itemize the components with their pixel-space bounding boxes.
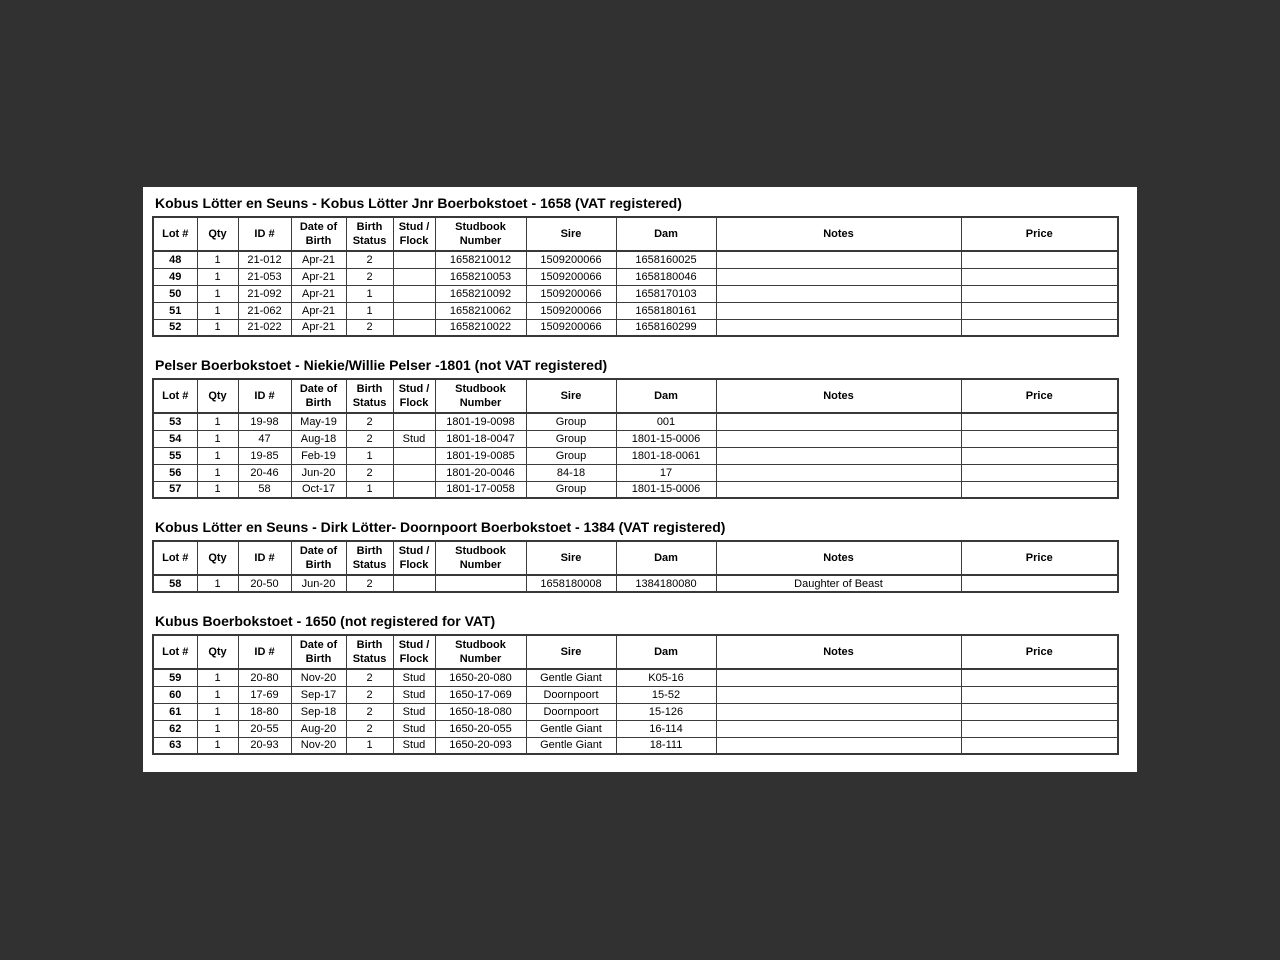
cell-stud-flock — [393, 413, 435, 430]
section-1650 — [152, 613, 1137, 755]
cell-studbook: 1801-17-0058 — [435, 481, 526, 498]
column-header-birth-status: Birth Status — [346, 379, 393, 413]
cell-birth-status: 2 — [346, 251, 393, 268]
cell-sire: 1509200066 — [526, 268, 616, 285]
cell-birth-status: 1 — [346, 737, 393, 754]
column-header-price: Price — [961, 379, 1118, 413]
cell-id: 47 — [238, 430, 291, 447]
cell-studbook: 1658210012 — [435, 251, 526, 268]
table-row — [153, 686, 1118, 703]
cell-studbook: 1658210053 — [435, 268, 526, 285]
section-title: Kobus Lötter en Seuns - Dirk Lötter- Doornpoort Boerbokstoet - 1384 (VAT registered) — [155, 519, 726, 535]
cell-price — [961, 575, 1118, 592]
cell-notes — [716, 447, 961, 464]
cell-sire: 1509200066 — [526, 251, 616, 268]
cell-stud-flock — [393, 447, 435, 464]
cell-qty: 1 — [197, 319, 238, 336]
cell-qty: 1 — [197, 703, 238, 720]
cell-price — [961, 686, 1118, 703]
cell-birth-status: 2 — [346, 575, 393, 592]
cell-id: 21-022 — [238, 319, 291, 336]
column-header-notes: Notes — [716, 541, 961, 575]
cell-dam: 15-52 — [616, 686, 716, 703]
cell-sire: Doornpoort — [526, 703, 616, 720]
cell-price — [961, 251, 1118, 268]
cell-dam: 1658180046 — [616, 268, 716, 285]
cell-birth-status: 2 — [346, 319, 393, 336]
column-header-sire: Sire — [526, 217, 616, 251]
cell-sire: 1658180008 — [526, 575, 616, 592]
cell-dam: 1658160025 — [616, 251, 716, 268]
cell-notes — [716, 268, 961, 285]
cell-id: 58 — [238, 481, 291, 498]
cell-studbook: 1658210092 — [435, 285, 526, 302]
table-row — [153, 669, 1118, 686]
cell-id: 21-053 — [238, 268, 291, 285]
cell-price — [961, 285, 1118, 302]
column-header-birth-status: Birth Status — [346, 217, 393, 251]
cell-birth-status: 2 — [346, 669, 393, 686]
column-header-dam: Dam — [616, 379, 716, 413]
column-header-sire: Sire — [526, 541, 616, 575]
cell-lot: 57 — [153, 481, 197, 498]
cell-dam: 001 — [616, 413, 716, 430]
table-row — [153, 464, 1118, 481]
column-header-studbook: Studbook Number — [435, 541, 526, 575]
cell-dob: Apr-21 — [291, 268, 346, 285]
table-row — [153, 575, 1118, 592]
cell-price — [961, 737, 1118, 754]
cell-notes: Daughter of Beast — [716, 575, 961, 592]
cell-dob: Jun-20 — [291, 575, 346, 592]
cell-lot: 53 — [153, 413, 197, 430]
cell-stud-flock — [393, 285, 435, 302]
cell-lot: 62 — [153, 720, 197, 737]
cell-lot: 63 — [153, 737, 197, 754]
table-row — [153, 319, 1118, 336]
cell-id: 18-80 — [238, 703, 291, 720]
column-header-lot: Lot # — [153, 217, 197, 251]
cell-notes — [716, 737, 961, 754]
cell-dob: Nov-20 — [291, 737, 346, 754]
cell-dam: 1801-18-0061 — [616, 447, 716, 464]
column-header-id: ID # — [238, 635, 291, 669]
cell-studbook: 1658210022 — [435, 319, 526, 336]
cell-dob: Apr-21 — [291, 285, 346, 302]
cell-birth-status: 2 — [346, 268, 393, 285]
cell-qty: 1 — [197, 268, 238, 285]
column-header-qty: Qty — [197, 379, 238, 413]
cell-notes — [716, 285, 961, 302]
cell-studbook: 1650-20-093 — [435, 737, 526, 754]
cell-stud-flock: Stud — [393, 669, 435, 686]
cell-lot: 48 — [153, 251, 197, 268]
cell-lot: 61 — [153, 703, 197, 720]
cell-id: 20-80 — [238, 669, 291, 686]
cell-studbook: 1650-20-080 — [435, 669, 526, 686]
column-header-stud-flock: Stud / Flock — [393, 217, 435, 251]
cell-birth-status: 1 — [346, 481, 393, 498]
cell-sire: 1509200066 — [526, 285, 616, 302]
cell-sire: Group — [526, 447, 616, 464]
cell-price — [961, 464, 1118, 481]
cell-dob: Oct-17 — [291, 481, 346, 498]
cell-price — [961, 268, 1118, 285]
table-row — [153, 430, 1118, 447]
column-header-dam: Dam — [616, 217, 716, 251]
column-header-stud-flock: Stud / Flock — [393, 541, 435, 575]
lot-table-1650 — [152, 634, 1119, 755]
lot-table-1801 — [152, 378, 1119, 499]
cell-stud-flock — [393, 481, 435, 498]
column-header-stud-flock: Stud / Flock — [393, 379, 435, 413]
cell-id: 19-98 — [238, 413, 291, 430]
table-row — [153, 720, 1118, 737]
cell-sire: Gentle Giant — [526, 720, 616, 737]
cell-notes — [716, 669, 961, 686]
cell-qty: 1 — [197, 251, 238, 268]
cell-dam: 1801-15-0006 — [616, 481, 716, 498]
cell-price — [961, 669, 1118, 686]
column-header-dam: Dam — [616, 541, 716, 575]
cell-qty: 1 — [197, 737, 238, 754]
cell-dam: 16-114 — [616, 720, 716, 737]
column-header-id: ID # — [238, 217, 291, 251]
cell-qty: 1 — [197, 285, 238, 302]
header-row — [153, 635, 1118, 669]
column-header-dob: Date of Birth — [291, 217, 346, 251]
cell-sire: Doornpoort — [526, 686, 616, 703]
column-header-stud-flock: Stud / Flock — [393, 635, 435, 669]
cell-qty: 1 — [197, 413, 238, 430]
cell-sire: Group — [526, 481, 616, 498]
cell-notes — [716, 319, 961, 336]
column-header-notes: Notes — [716, 379, 961, 413]
cell-lot: 49 — [153, 268, 197, 285]
section-1658 — [152, 195, 1137, 337]
cell-qty: 1 — [197, 447, 238, 464]
column-header-id: ID # — [238, 379, 291, 413]
cell-notes — [716, 430, 961, 447]
cell-lot: 51 — [153, 302, 197, 319]
cell-notes — [716, 302, 961, 319]
table-row — [153, 481, 1118, 498]
cell-qty: 1 — [197, 464, 238, 481]
cell-lot: 54 — [153, 430, 197, 447]
cell-price — [961, 430, 1118, 447]
cell-sire: 84-18 — [526, 464, 616, 481]
cell-price — [961, 302, 1118, 319]
cell-id: 21-062 — [238, 302, 291, 319]
cell-dam: 1384180080 — [616, 575, 716, 592]
section-title: Kubus Boerbokstoet - 1650 (not registered for VAT) — [155, 613, 496, 629]
column-header-qty: Qty — [197, 217, 238, 251]
cell-id: 19-85 — [238, 447, 291, 464]
cell-birth-status: 1 — [346, 447, 393, 464]
cell-qty: 1 — [197, 302, 238, 319]
cell-sire: Group — [526, 413, 616, 430]
cell-qty: 1 — [197, 430, 238, 447]
cell-dob: Jun-20 — [291, 464, 346, 481]
cell-lot: 55 — [153, 447, 197, 464]
cell-dob: Aug-20 — [291, 720, 346, 737]
cell-notes — [716, 481, 961, 498]
cell-dob: Apr-21 — [291, 302, 346, 319]
column-header-notes: Notes — [716, 217, 961, 251]
column-header-studbook: Studbook Number — [435, 379, 526, 413]
cell-dob: Sep-18 — [291, 703, 346, 720]
column-header-dam: Dam — [616, 635, 716, 669]
cell-dob: Apr-21 — [291, 251, 346, 268]
header-row — [153, 379, 1118, 413]
table-row — [153, 737, 1118, 754]
cell-qty: 1 — [197, 575, 238, 592]
document-page — [143, 187, 1137, 772]
cell-stud-flock: Stud — [393, 737, 435, 754]
cell-stud-flock — [393, 575, 435, 592]
cell-stud-flock — [393, 268, 435, 285]
cell-stud-flock: Stud — [393, 703, 435, 720]
cell-stud-flock: Stud — [393, 430, 435, 447]
cell-qty: 1 — [197, 669, 238, 686]
column-header-id: ID # — [238, 541, 291, 575]
cell-studbook — [435, 575, 526, 592]
cell-dam: 1658180161 — [616, 302, 716, 319]
cell-dob: Feb-19 — [291, 447, 346, 464]
table-row — [153, 285, 1118, 302]
cell-birth-status: 2 — [346, 686, 393, 703]
cell-stud-flock — [393, 251, 435, 268]
cell-notes — [716, 703, 961, 720]
cell-price — [961, 413, 1118, 430]
table-row — [153, 251, 1118, 268]
column-header-notes: Notes — [716, 635, 961, 669]
header-row — [153, 541, 1118, 575]
column-header-price: Price — [961, 217, 1118, 251]
cell-qty: 1 — [197, 720, 238, 737]
cell-birth-status: 1 — [346, 302, 393, 319]
column-header-sire: Sire — [526, 635, 616, 669]
cell-id: 20-93 — [238, 737, 291, 754]
cell-price — [961, 720, 1118, 737]
cell-dam: 1658170103 — [616, 285, 716, 302]
cell-studbook: 1650-20-055 — [435, 720, 526, 737]
cell-dam: 1801-15-0006 — [616, 430, 716, 447]
cell-dob: Aug-18 — [291, 430, 346, 447]
cell-lot: 56 — [153, 464, 197, 481]
table-row — [153, 413, 1118, 430]
cell-dam: 18-111 — [616, 737, 716, 754]
cell-sire: 1509200066 — [526, 319, 616, 336]
cell-dam: 17 — [616, 464, 716, 481]
cell-notes — [716, 464, 961, 481]
cell-studbook: 1650-17-069 — [435, 686, 526, 703]
cell-lot: 58 — [153, 575, 197, 592]
cell-dob: Apr-21 — [291, 319, 346, 336]
lot-table-1658 — [152, 216, 1119, 337]
cell-price — [961, 447, 1118, 464]
column-header-lot: Lot # — [153, 635, 197, 669]
cell-price — [961, 703, 1118, 720]
section-title: Pelser Boerbokstoet - Niekie/Willie Pelser -1801 (not VAT registered) — [155, 357, 608, 373]
cell-stud-flock — [393, 302, 435, 319]
table-row — [153, 703, 1118, 720]
cell-notes — [716, 251, 961, 268]
cell-studbook: 1801-18-0047 — [435, 430, 526, 447]
column-header-price: Price — [961, 541, 1118, 575]
cell-lot: 59 — [153, 669, 197, 686]
cell-birth-status: 2 — [346, 464, 393, 481]
column-header-dob: Date of Birth — [291, 379, 346, 413]
cell-price — [961, 481, 1118, 498]
column-header-qty: Qty — [197, 541, 238, 575]
column-header-lot: Lot # — [153, 379, 197, 413]
cell-notes — [716, 686, 961, 703]
column-header-dob: Date of Birth — [291, 635, 346, 669]
cell-studbook: 1801-19-0085 — [435, 447, 526, 464]
section-1801 — [152, 357, 1137, 499]
cell-qty: 1 — [197, 481, 238, 498]
cell-birth-status: 2 — [346, 720, 393, 737]
cell-qty: 1 — [197, 686, 238, 703]
column-header-studbook: Studbook Number — [435, 217, 526, 251]
cell-dob: Sep-17 — [291, 686, 346, 703]
table-row — [153, 447, 1118, 464]
cell-lot: 60 — [153, 686, 197, 703]
column-header-studbook: Studbook Number — [435, 635, 526, 669]
cell-studbook: 1801-20-0046 — [435, 464, 526, 481]
cell-id: 17-69 — [238, 686, 291, 703]
column-header-birth-status: Birth Status — [346, 635, 393, 669]
column-header-price: Price — [961, 635, 1118, 669]
cell-dob: May-19 — [291, 413, 346, 430]
cell-id: 20-46 — [238, 464, 291, 481]
cell-sire: Gentle Giant — [526, 737, 616, 754]
lot-table-1384 — [152, 540, 1119, 593]
cell-lot: 52 — [153, 319, 197, 336]
cell-stud-flock: Stud — [393, 720, 435, 737]
column-header-lot: Lot # — [153, 541, 197, 575]
table-row — [153, 268, 1118, 285]
cell-id: 21-012 — [238, 251, 291, 268]
cell-sire: Gentle Giant — [526, 669, 616, 686]
cell-birth-status: 2 — [346, 703, 393, 720]
section-1384 — [152, 519, 1137, 593]
cell-studbook: 1658210062 — [435, 302, 526, 319]
cell-birth-status: 1 — [346, 285, 393, 302]
header-row — [153, 217, 1118, 251]
cell-stud-flock — [393, 464, 435, 481]
column-header-sire: Sire — [526, 379, 616, 413]
cell-birth-status: 2 — [346, 430, 393, 447]
cell-dam: 15-126 — [616, 703, 716, 720]
column-header-dob: Date of Birth — [291, 541, 346, 575]
cell-sire: Group — [526, 430, 616, 447]
cell-stud-flock — [393, 319, 435, 336]
cell-birth-status: 2 — [346, 413, 393, 430]
cell-sire: 1509200066 — [526, 302, 616, 319]
column-header-birth-status: Birth Status — [346, 541, 393, 575]
cell-dam: K05-16 — [616, 669, 716, 686]
cell-studbook: 1801-19-0098 — [435, 413, 526, 430]
cell-id: 20-50 — [238, 575, 291, 592]
cell-studbook: 1650-18-080 — [435, 703, 526, 720]
cell-notes — [716, 413, 961, 430]
column-header-qty: Qty — [197, 635, 238, 669]
cell-lot: 50 — [153, 285, 197, 302]
cell-dob: Nov-20 — [291, 669, 346, 686]
cell-price — [961, 319, 1118, 336]
cell-notes — [716, 720, 961, 737]
cell-id: 21-092 — [238, 285, 291, 302]
cell-dam: 1658160299 — [616, 319, 716, 336]
section-title: Kobus Lötter en Seuns - Kobus Lötter Jnr Boerbokstoet - 1658 (VAT registered) — [155, 195, 682, 211]
cell-id: 20-55 — [238, 720, 291, 737]
cell-stud-flock: Stud — [393, 686, 435, 703]
table-row — [153, 302, 1118, 319]
